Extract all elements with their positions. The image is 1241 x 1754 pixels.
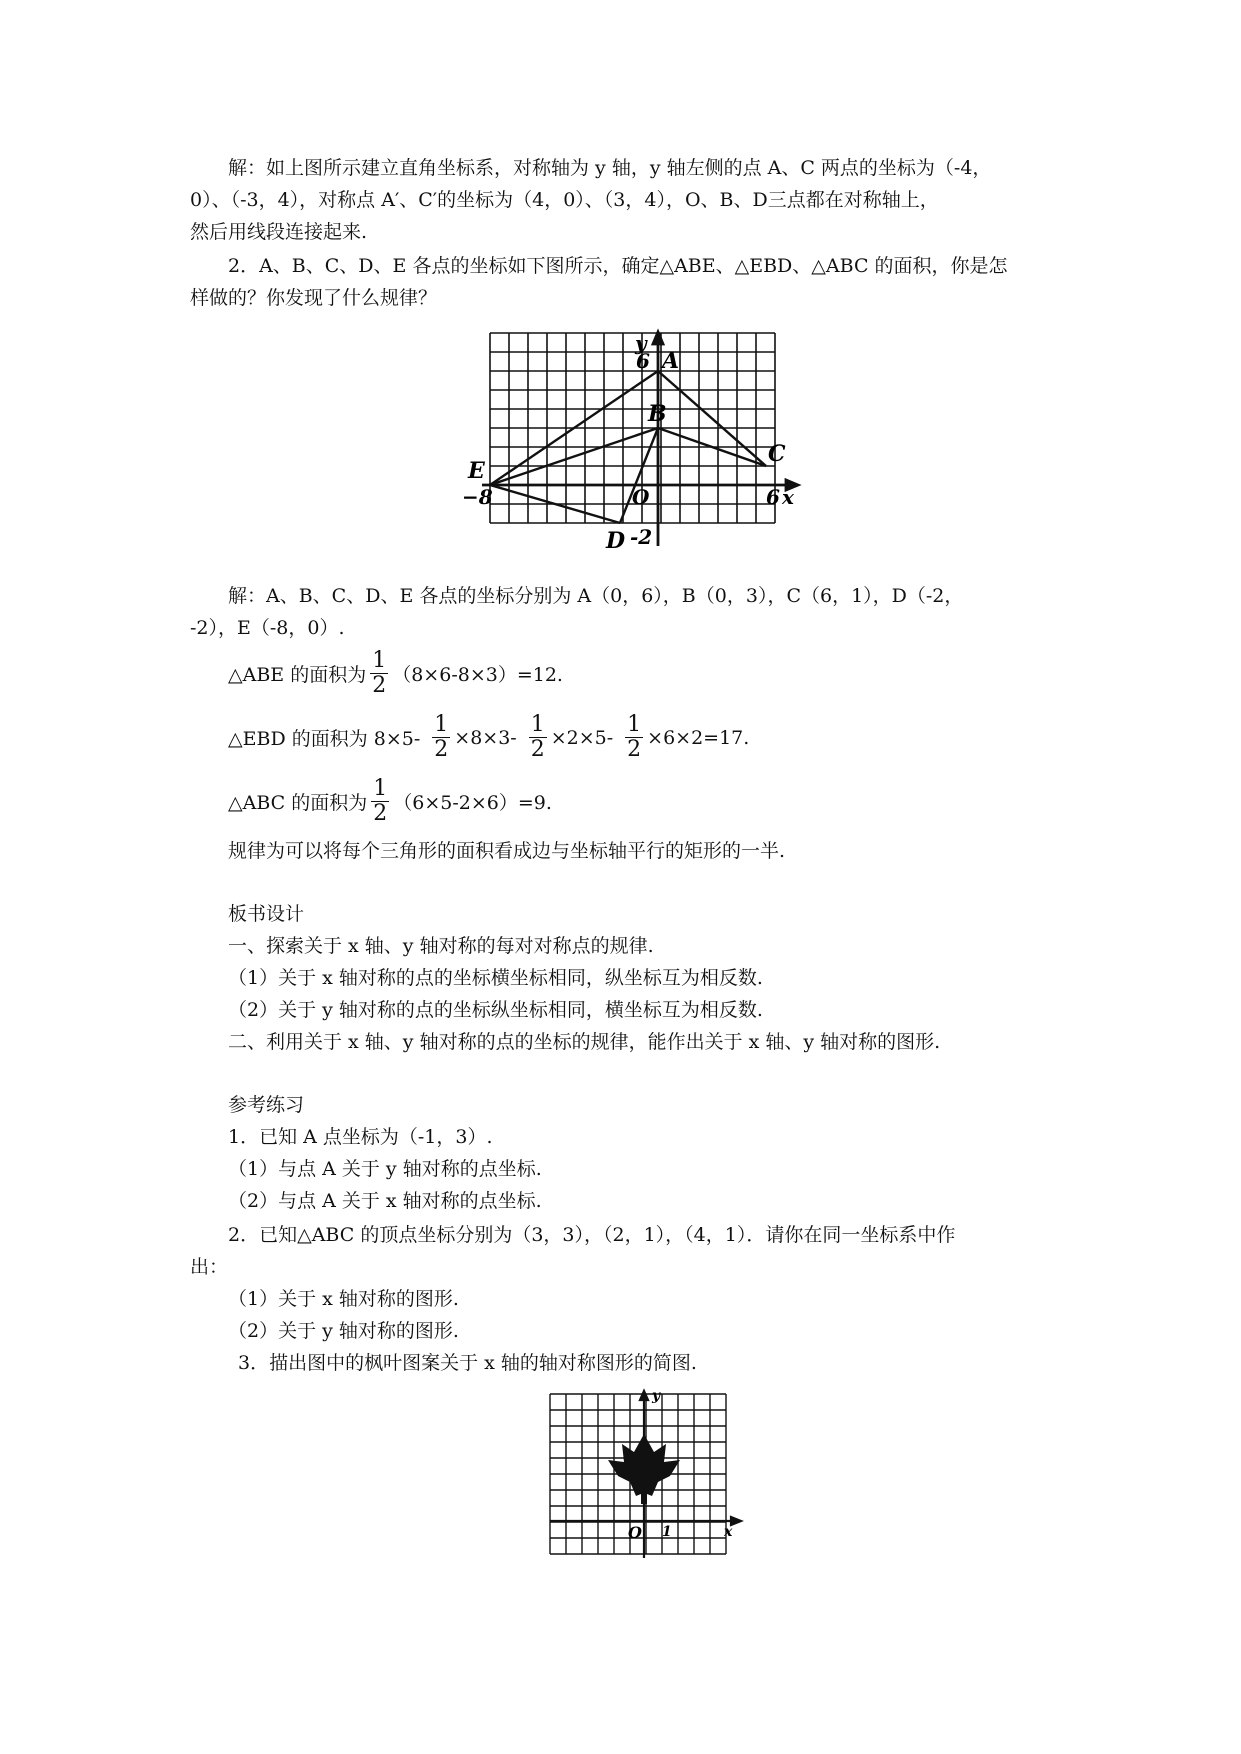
- practice-title: 参考练习: [228, 1094, 305, 1116]
- area-abe: [228, 649, 563, 698]
- practice-line1: 1．已知 A 点坐标为（-1，3）.: [228, 1126, 493, 1148]
- area-abe-prefix: △ABE 的面积为: [228, 664, 367, 686]
- practice-line6: （1）关于 x 轴对称的图形.: [228, 1288, 459, 1310]
- area-ebd-term2: ×2×5-: [550, 726, 614, 749]
- label-six-x: 6: [766, 485, 780, 509]
- board-line2: （1）关于 x 轴对称的点的坐标横坐标相同，纵坐标互为相反数.: [228, 967, 763, 989]
- fraction-half: $\frac{1}{2}$: [627, 712, 642, 762]
- label-origin: O: [632, 485, 650, 509]
- figure1-coordinate-grid: [462, 328, 830, 558]
- label-x-axis: x: [782, 485, 794, 509]
- practice-line5: 出：: [190, 1256, 229, 1278]
- problem2-line2: 样做的？你发现了什么规律？: [190, 287, 438, 309]
- solution1-line2: 0）、（-3，4），对称点 A′、C′的坐标为（4，0）、（3，4），O、B、D三点都在对称轴上，: [190, 189, 939, 211]
- fig2-label-x: x: [724, 1524, 733, 1540]
- fig2-label-origin: O: [628, 1523, 642, 1542]
- area-ebd-term1: ×8×3-: [454, 726, 517, 749]
- board-line1: 一、探索关于 x 轴、y 轴对称的每对对称点的规律.: [228, 935, 654, 957]
- figure2-maple-leaf-grid: [548, 1390, 748, 1560]
- practice-line4: 2．已知△ABC 的顶点坐标分别为（3，3），（2，1），（4，1）．请你在同一坐标系中作: [228, 1224, 956, 1246]
- practice-line2: （1）与点 A 关于 y 轴对称的点坐标.: [228, 1158, 542, 1180]
- y-axis-arrow-icon: [640, 1391, 648, 1400]
- area-abc-suffix: （6×5-2×6）=9.: [393, 792, 552, 814]
- label-six-y: 6: [636, 349, 650, 373]
- label-point-e: E: [468, 458, 485, 484]
- area-ebd: [228, 713, 749, 762]
- rule-text: 规律为可以将每个三角形的面积看成边与坐标轴平行的矩形的一半.: [228, 840, 786, 862]
- practice-line7: （2）关于 y 轴对称的图形.: [228, 1320, 459, 1342]
- segment-ac: [658, 371, 766, 466]
- fraction-half: $\frac{1}{2}$: [373, 776, 388, 826]
- label-point-c: C: [768, 441, 786, 467]
- practice-line3: （2）与点 A 关于 x 轴对称的点坐标.: [228, 1190, 542, 1212]
- fig2-label-y: y: [652, 1388, 661, 1404]
- area-ebd-prefix: △EBD 的面积为 8×5-: [228, 728, 421, 750]
- fraction-half: $\frac{1}{2}$: [530, 712, 545, 762]
- fig2-label-one: 1: [662, 1524, 672, 1540]
- label-neg8: −8: [462, 485, 493, 509]
- label-point-a: A: [662, 348, 680, 374]
- area-abe-suffix: （8×6-8×3）=12.: [392, 664, 563, 686]
- segment-eb: [490, 428, 658, 485]
- board-title: 板书设计: [228, 903, 305, 925]
- board-line3: （2）关于 y 轴对称的点的坐标纵坐标相同，横坐标互为相反数.: [228, 999, 763, 1021]
- fraction-half: $\frac{1}{2}$: [372, 648, 387, 698]
- board-line4: 二、利用关于 x 轴、y 轴对称的点的坐标的规律，能作出关于 x 轴、y 轴对称的图形.: [228, 1031, 941, 1053]
- problem2-line1: 2．A、B、C、D、E 各点的坐标如下图所示，确定△ABE、△EBD、△ABC 的面积，你是怎: [228, 255, 1008, 277]
- area-abc: [228, 777, 552, 826]
- solution1-line1: 解：如上图所示建立直角坐标系，对称轴为 y 轴，y 轴左侧的点 A、C 两点的坐标为（-4，: [228, 157, 992, 179]
- solution2-line1: 解：A、B、C、D、E 各点的坐标分别为 A（0，6），B（0，3），C（6，1），D（-2，: [228, 585, 964, 607]
- practice-line8: 3．描出图中的枫叶图案关于 x 轴的轴对称图形的简图.: [238, 1352, 697, 1374]
- area-abc-prefix: △ABC 的面积为: [228, 792, 368, 814]
- solution1-line3: 然后用线段连接起来.: [190, 221, 368, 243]
- maple-leaf-icon: [608, 1434, 680, 1504]
- label-y-axis: y: [635, 331, 647, 355]
- label-point-d: D: [606, 528, 626, 554]
- area-ebd-term3: ×6×2=17.: [647, 726, 750, 749]
- solution2-line2: -2），E（-8，0）.: [190, 617, 345, 639]
- x-axis-arrow-icon: [731, 1517, 741, 1525]
- label-neg2: -2: [630, 525, 653, 549]
- label-point-b: B: [648, 401, 667, 427]
- fraction-half: $\frac{1}{2}$: [434, 712, 449, 762]
